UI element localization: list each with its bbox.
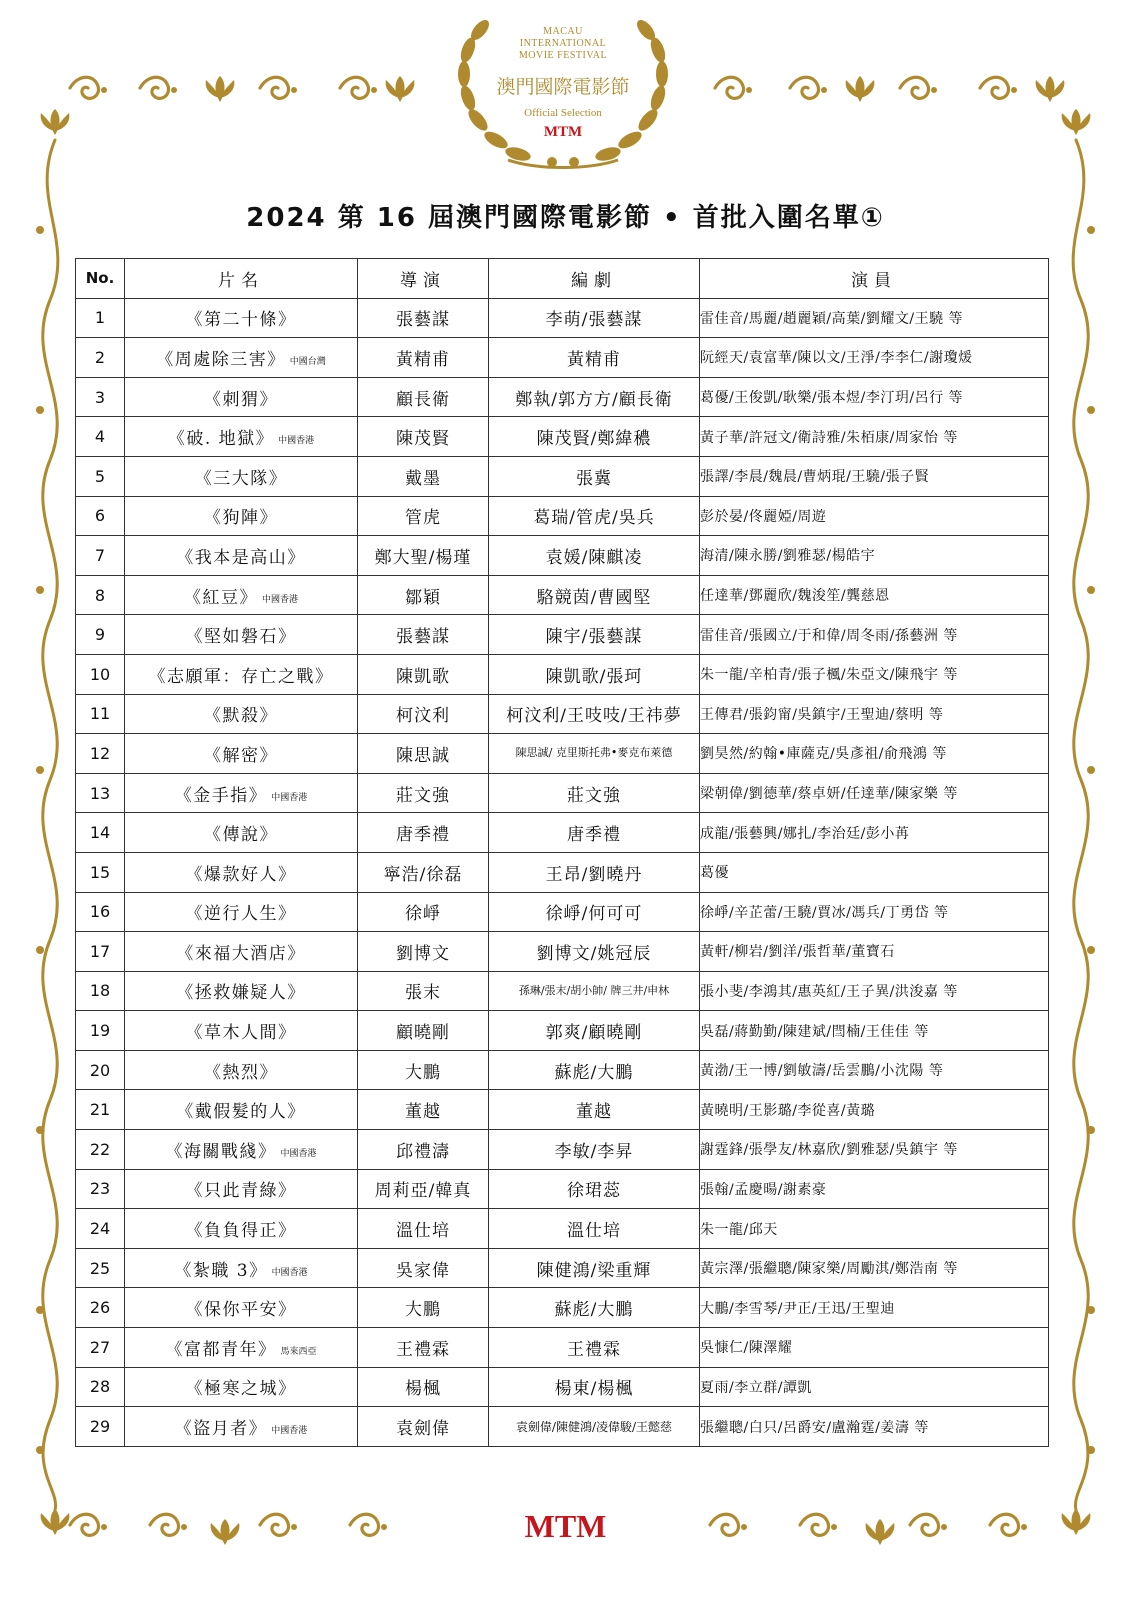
film-region: 中國台灣 <box>289 356 326 367</box>
director-cell: 劉博文 <box>358 932 489 972</box>
row-number: 18 <box>76 971 125 1011</box>
table-row <box>76 417 1049 457</box>
cast-cell: 吳磊/蔣勤勤/陳建斌/閆楠/王佳佳 等 <box>700 1011 1049 1051</box>
table-row <box>76 654 1049 694</box>
writer-cell: 鄭執/郭方方/顧長衛 <box>489 377 700 417</box>
cast-cell: 徐崢/辛芷蕾/王驍/賈冰/馮兵/丁勇岱 等 <box>700 892 1049 932</box>
film-title: 《解密》 <box>204 745 278 766</box>
film-title: 《極寒之城》 <box>185 1379 297 1400</box>
writer-cell: 李敏/李昇 <box>489 1130 700 1170</box>
director-cell: 莊文強 <box>358 773 489 813</box>
row-number: 16 <box>76 892 125 932</box>
film-title-cell <box>125 1050 358 1090</box>
film-title: 《三大隊》 <box>194 468 288 489</box>
film-title: 《草木人間》 <box>185 1023 297 1044</box>
film-region: 中國香港 <box>271 1426 308 1437</box>
row-number: 15 <box>76 852 125 892</box>
table-row <box>76 813 1049 853</box>
director-cell: 楊楓 <box>358 1367 489 1407</box>
writer-cell: 李萌/張藝謀 <box>489 298 700 338</box>
film-title-cell <box>125 338 358 378</box>
film-title-cell <box>125 971 358 1011</box>
film-title-cell <box>125 615 358 655</box>
table-row <box>76 536 1049 576</box>
table-row <box>76 615 1049 655</box>
film-title-cell <box>125 1367 358 1407</box>
film-title-cell <box>125 298 358 338</box>
writer-cell: 陳茂賢/鄭緯穠 <box>489 417 700 457</box>
table-row <box>76 496 1049 536</box>
writer-cell: 王禮霖 <box>489 1328 700 1368</box>
film-title: 《狗陣》 <box>204 508 278 529</box>
table-row <box>76 1130 1049 1170</box>
header-writer: 編劇 <box>489 259 700 299</box>
film-title: 《刺猬》 <box>204 389 278 410</box>
director-cell: 顧長衛 <box>358 377 489 417</box>
row-number: 3 <box>76 377 125 417</box>
cast-cell: 張翰/孟慶暘/謝素豪 <box>700 1169 1049 1209</box>
film-title-cell <box>125 536 358 576</box>
film-region: 中國香港 <box>271 792 308 803</box>
film-title-cell <box>125 1248 358 1288</box>
writer-cell: 袁媛/陳麒凌 <box>489 536 700 576</box>
writer-cell: 王昂/劉曉丹 <box>489 852 700 892</box>
film-region: 馬來西亞 <box>280 1346 317 1357</box>
row-number: 12 <box>76 734 125 774</box>
writer-cell: 徐珺蕊 <box>489 1169 700 1209</box>
film-title-cell <box>125 852 358 892</box>
table-row <box>76 1169 1049 1209</box>
row-number: 14 <box>76 813 125 853</box>
cast-cell: 王傳君/張鈞甯/吳鎮宇/王聖迪/蔡明 等 <box>700 694 1049 734</box>
film-title: 《默殺》 <box>204 706 278 727</box>
table-row <box>76 1328 1049 1368</box>
cast-cell: 黃宗澤/張繼聰/陳家樂/周勵淇/鄭浩南 等 <box>700 1248 1049 1288</box>
table-row <box>76 1011 1049 1051</box>
film-title: 《我本是高山》 <box>176 547 306 568</box>
film-title: 《來福大酒店》 <box>176 943 306 964</box>
film-region: 中國香港 <box>278 436 315 447</box>
table-row <box>76 338 1049 378</box>
director-cell: 陳思誠 <box>358 734 489 774</box>
film-title-cell <box>125 1288 358 1328</box>
cast-cell: 朱一龍/邱天 <box>700 1209 1049 1249</box>
selection-table <box>75 258 1049 1447</box>
cast-cell: 雷佳音/馬麗/趙麗穎/高葉/劉耀文/王驍 等 <box>700 298 1049 338</box>
row-number: 9 <box>76 615 125 655</box>
table-row <box>76 1050 1049 1090</box>
table-row <box>76 1288 1049 1328</box>
director-cell: 徐崢 <box>358 892 489 932</box>
row-number: 19 <box>76 1011 125 1051</box>
row-number: 8 <box>76 575 125 615</box>
table-row <box>76 298 1049 338</box>
film-region: 中國香港 <box>280 1148 317 1159</box>
director-cell: 大鵬 <box>358 1050 489 1090</box>
row-number: 21 <box>76 1090 125 1130</box>
table-row <box>76 456 1049 496</box>
cast-cell: 阮經天/袁富華/陳以文/王淨/李李仁/謝瓊煖 <box>700 338 1049 378</box>
seal-text-line2: INTERNATIONAL <box>519 38 607 49</box>
cast-cell: 雷佳音/張國立/于和偉/周冬雨/孫藝洲 等 <box>700 615 1049 655</box>
table-row <box>76 1209 1049 1249</box>
film-title: 《逆行人生》 <box>185 904 297 925</box>
writer-cell: 陳思誠/ 克里斯托弗•麥克布萊德 <box>489 734 700 774</box>
director-cell: 張藝謀 <box>358 615 489 655</box>
row-number: 17 <box>76 932 125 972</box>
film-title-cell <box>125 734 358 774</box>
row-number: 10 <box>76 654 125 694</box>
writer-cell: 柯汶利/王吱吱/王祎夢 <box>489 694 700 734</box>
row-number: 27 <box>76 1328 125 1368</box>
cast-cell: 朱一龍/辛柏青/張子楓/朱亞文/陳飛宇 等 <box>700 654 1049 694</box>
seal-text-line1: MACAU <box>543 26 583 37</box>
cast-cell: 張譯/李晨/魏晨/曹炳琨/王驍/張子賢 <box>700 456 1049 496</box>
film-title-cell <box>125 813 358 853</box>
film-title: 《第二十條》 <box>185 310 297 331</box>
header-title: 片名 <box>125 259 358 299</box>
writer-cell: 蘇彪/大鵬 <box>489 1288 700 1328</box>
table-row <box>76 575 1049 615</box>
row-number: 5 <box>76 456 125 496</box>
director-cell: 管虎 <box>358 496 489 536</box>
writer-cell: 陳健鴻/梁重輝 <box>489 1248 700 1288</box>
cast-cell: 任達華/鄧麗欣/魏浚笙/龔慈恩 <box>700 575 1049 615</box>
cast-cell: 吳慷仁/陳澤耀 <box>700 1328 1049 1368</box>
film-title: 《爆款好人》 <box>185 864 297 885</box>
film-title-cell <box>125 1130 358 1170</box>
film-title: 《負負得正》 <box>185 1221 297 1242</box>
film-title: 《海關戰綫》 <box>165 1141 277 1162</box>
film-title-cell <box>125 417 358 457</box>
header-director: 導演 <box>358 259 489 299</box>
cast-cell: 夏雨/李立群/譚凱 <box>700 1367 1049 1407</box>
row-number: 23 <box>76 1169 125 1209</box>
film-title-cell <box>125 1407 358 1447</box>
seal-selection-label: Official Selection <box>524 107 602 119</box>
cast-cell: 劉昊然/約翰•庫薩克/吳彥祖/俞飛鴻 等 <box>700 734 1049 774</box>
writer-cell: 楊東/楊楓 <box>489 1367 700 1407</box>
row-number: 26 <box>76 1288 125 1328</box>
film-title: 《紮職 3》 <box>174 1260 268 1281</box>
cast-cell: 黃渤/王一博/劉敏濤/岳雲鵬/小沈陽 等 <box>700 1050 1049 1090</box>
writer-cell: 劉博文/姚冠辰 <box>489 932 700 972</box>
director-cell: 王禮霖 <box>358 1328 489 1368</box>
table-row <box>76 734 1049 774</box>
row-number: 1 <box>76 298 125 338</box>
film-region: 中國香港 <box>261 594 298 605</box>
row-number: 2 <box>76 338 125 378</box>
film-title: 《破. 地獄》 <box>167 429 275 450</box>
table-header-row <box>76 259 1049 299</box>
cast-cell: 謝霆鋒/張學友/林嘉欣/劉雅瑟/吳鎮宇 等 <box>700 1130 1049 1170</box>
cast-cell: 黃軒/柳岩/劉洋/張哲華/董寶石 <box>700 932 1049 972</box>
director-cell: 董越 <box>358 1090 489 1130</box>
writer-cell: 徐崢/何可可 <box>489 892 700 932</box>
row-number: 4 <box>76 417 125 457</box>
director-cell: 鄭大聖/楊瑾 <box>358 536 489 576</box>
film-title: 《金手指》 <box>174 785 268 806</box>
film-title-cell <box>125 1328 358 1368</box>
director-cell: 鄒穎 <box>358 575 489 615</box>
film-title-cell <box>125 456 358 496</box>
writer-cell: 駱競茵/曹國堅 <box>489 575 700 615</box>
row-number: 24 <box>76 1209 125 1249</box>
film-title-cell <box>125 694 358 734</box>
table-row <box>76 1367 1049 1407</box>
table-row <box>76 694 1049 734</box>
seal-brand: MTM <box>543 124 583 140</box>
director-cell: 溫仕培 <box>358 1209 489 1249</box>
cast-cell: 彭於晏/佟麗婭/周遊 <box>700 496 1049 536</box>
cast-cell: 葛優/王俊凱/耿樂/張本煜/李汀玥/呂行 等 <box>700 377 1049 417</box>
cast-cell: 黃曉明/王影璐/李從喜/黃璐 <box>700 1090 1049 1130</box>
cast-cell: 葛優 <box>700 852 1049 892</box>
director-cell: 周莉亞/韓真 <box>358 1169 489 1209</box>
director-cell: 寧浩/徐磊 <box>358 852 489 892</box>
director-cell: 張藝謀 <box>358 298 489 338</box>
row-number: 11 <box>76 694 125 734</box>
film-title-cell <box>125 1169 358 1209</box>
film-title: 《盜月者》 <box>174 1419 268 1440</box>
table-row <box>76 1090 1049 1130</box>
row-number: 13 <box>76 773 125 813</box>
film-title-cell <box>125 654 358 694</box>
writer-cell: 郭爽/顧曉剛 <box>489 1011 700 1051</box>
director-cell: 袁劍偉 <box>358 1407 489 1447</box>
director-cell: 吳家偉 <box>358 1248 489 1288</box>
table-row <box>76 892 1049 932</box>
director-cell: 顧曉剛 <box>358 1011 489 1051</box>
director-cell: 大鵬 <box>358 1288 489 1328</box>
cast-cell: 黃子華/許冠文/衛詩雅/朱栢康/周家怡 等 <box>700 417 1049 457</box>
writer-cell: 溫仕培 <box>489 1209 700 1249</box>
table-row <box>76 377 1049 417</box>
writer-cell: 蘇彪/大鵬 <box>489 1050 700 1090</box>
cast-cell: 大鵬/李雪琴/尹正/王迅/王聖迪 <box>700 1288 1049 1328</box>
table-row <box>76 1407 1049 1447</box>
cast-cell: 成龍/張藝興/娜扎/李治廷/彭小苒 <box>700 813 1049 853</box>
director-cell: 陳凱歌 <box>358 654 489 694</box>
row-number: 25 <box>76 1248 125 1288</box>
cast-cell: 張繼聰/白只/呂爵安/盧瀚霆/姜濤 等 <box>700 1407 1049 1447</box>
director-cell: 柯汶利 <box>358 694 489 734</box>
seal-text-line3: MOVIE FESTIVAL <box>518 50 608 61</box>
cast-cell: 張小斐/李鴻其/惠英紅/王子異/洪浚嘉 等 <box>700 971 1049 1011</box>
seal-chinese-name: 澳門國際電影節 <box>496 76 630 98</box>
film-title-cell <box>125 1209 358 1249</box>
row-number: 28 <box>76 1367 125 1407</box>
writer-cell: 張冀 <box>489 456 700 496</box>
table-row <box>76 971 1049 1011</box>
film-title: 《堅如磐石》 <box>185 627 297 648</box>
row-number: 20 <box>76 1050 125 1090</box>
header-no: No. <box>76 259 125 299</box>
film-title-cell <box>125 892 358 932</box>
writer-cell: 黃精甫 <box>489 338 700 378</box>
cast-cell: 海清/陳永勝/劉雅瑟/楊皓宇 <box>700 536 1049 576</box>
writer-cell: 孫琳/張末/胡小帥/ 牌三井/申林 <box>489 971 700 1011</box>
table-row <box>76 932 1049 972</box>
table-row <box>76 852 1049 892</box>
film-title: 《志願軍：存亡之戰》 <box>148 666 334 687</box>
footer-brand: MTM <box>524 1508 607 1544</box>
row-number: 6 <box>76 496 125 536</box>
page-title: 2024 第 16 屆澳門國際電影節 • 首批入圍名單① <box>246 203 885 233</box>
festival-seal <box>448 10 678 175</box>
film-title-cell <box>125 496 358 536</box>
film-title-cell <box>125 377 358 417</box>
writer-cell: 莊文強 <box>489 773 700 813</box>
writer-cell: 葛瑞/管虎/吳兵 <box>489 496 700 536</box>
film-title-cell <box>125 1011 358 1051</box>
film-region: 中國香港 <box>271 1267 308 1278</box>
director-cell: 張末 <box>358 971 489 1011</box>
row-number: 29 <box>76 1407 125 1447</box>
film-title: 《富都青年》 <box>165 1339 277 1360</box>
film-title: 《保你平安》 <box>185 1300 297 1321</box>
director-cell: 邱禮濤 <box>358 1130 489 1170</box>
film-title-cell <box>125 1090 358 1130</box>
film-title: 《拯救嫌疑人》 <box>176 983 306 1004</box>
director-cell: 陳茂賢 <box>358 417 489 457</box>
row-number: 7 <box>76 536 125 576</box>
director-cell: 黃精甫 <box>358 338 489 378</box>
film-title: 《戴假髮的人》 <box>176 1102 306 1123</box>
film-title: 《周處除三害》 <box>156 349 286 370</box>
writer-cell: 董越 <box>489 1090 700 1130</box>
film-title-cell <box>125 932 358 972</box>
director-cell: 唐季禮 <box>358 813 489 853</box>
cast-cell: 梁朝偉/劉德華/蔡卓妍/任達華/陳家樂 等 <box>700 773 1049 813</box>
header-cast: 演員 <box>700 259 1049 299</box>
film-title-cell <box>125 773 358 813</box>
table-row <box>76 773 1049 813</box>
film-title: 《紅豆》 <box>183 587 258 608</box>
film-title: 《熱烈》 <box>204 1062 278 1083</box>
table-body <box>76 298 1049 1446</box>
table-row <box>76 1248 1049 1288</box>
film-title: 《只此青綠》 <box>185 1181 297 1202</box>
film-title-cell <box>125 575 358 615</box>
row-number: 22 <box>76 1130 125 1170</box>
writer-cell: 陳宇/張藝謀 <box>489 615 700 655</box>
writer-cell: 袁劍偉/陳健鴻/凌偉駿/王懿慈 <box>489 1407 700 1447</box>
writer-cell: 陳凱歌/張珂 <box>489 654 700 694</box>
film-title: 《傳說》 <box>204 825 278 846</box>
writer-cell: 唐季禮 <box>489 813 700 853</box>
director-cell: 戴墨 <box>358 456 489 496</box>
